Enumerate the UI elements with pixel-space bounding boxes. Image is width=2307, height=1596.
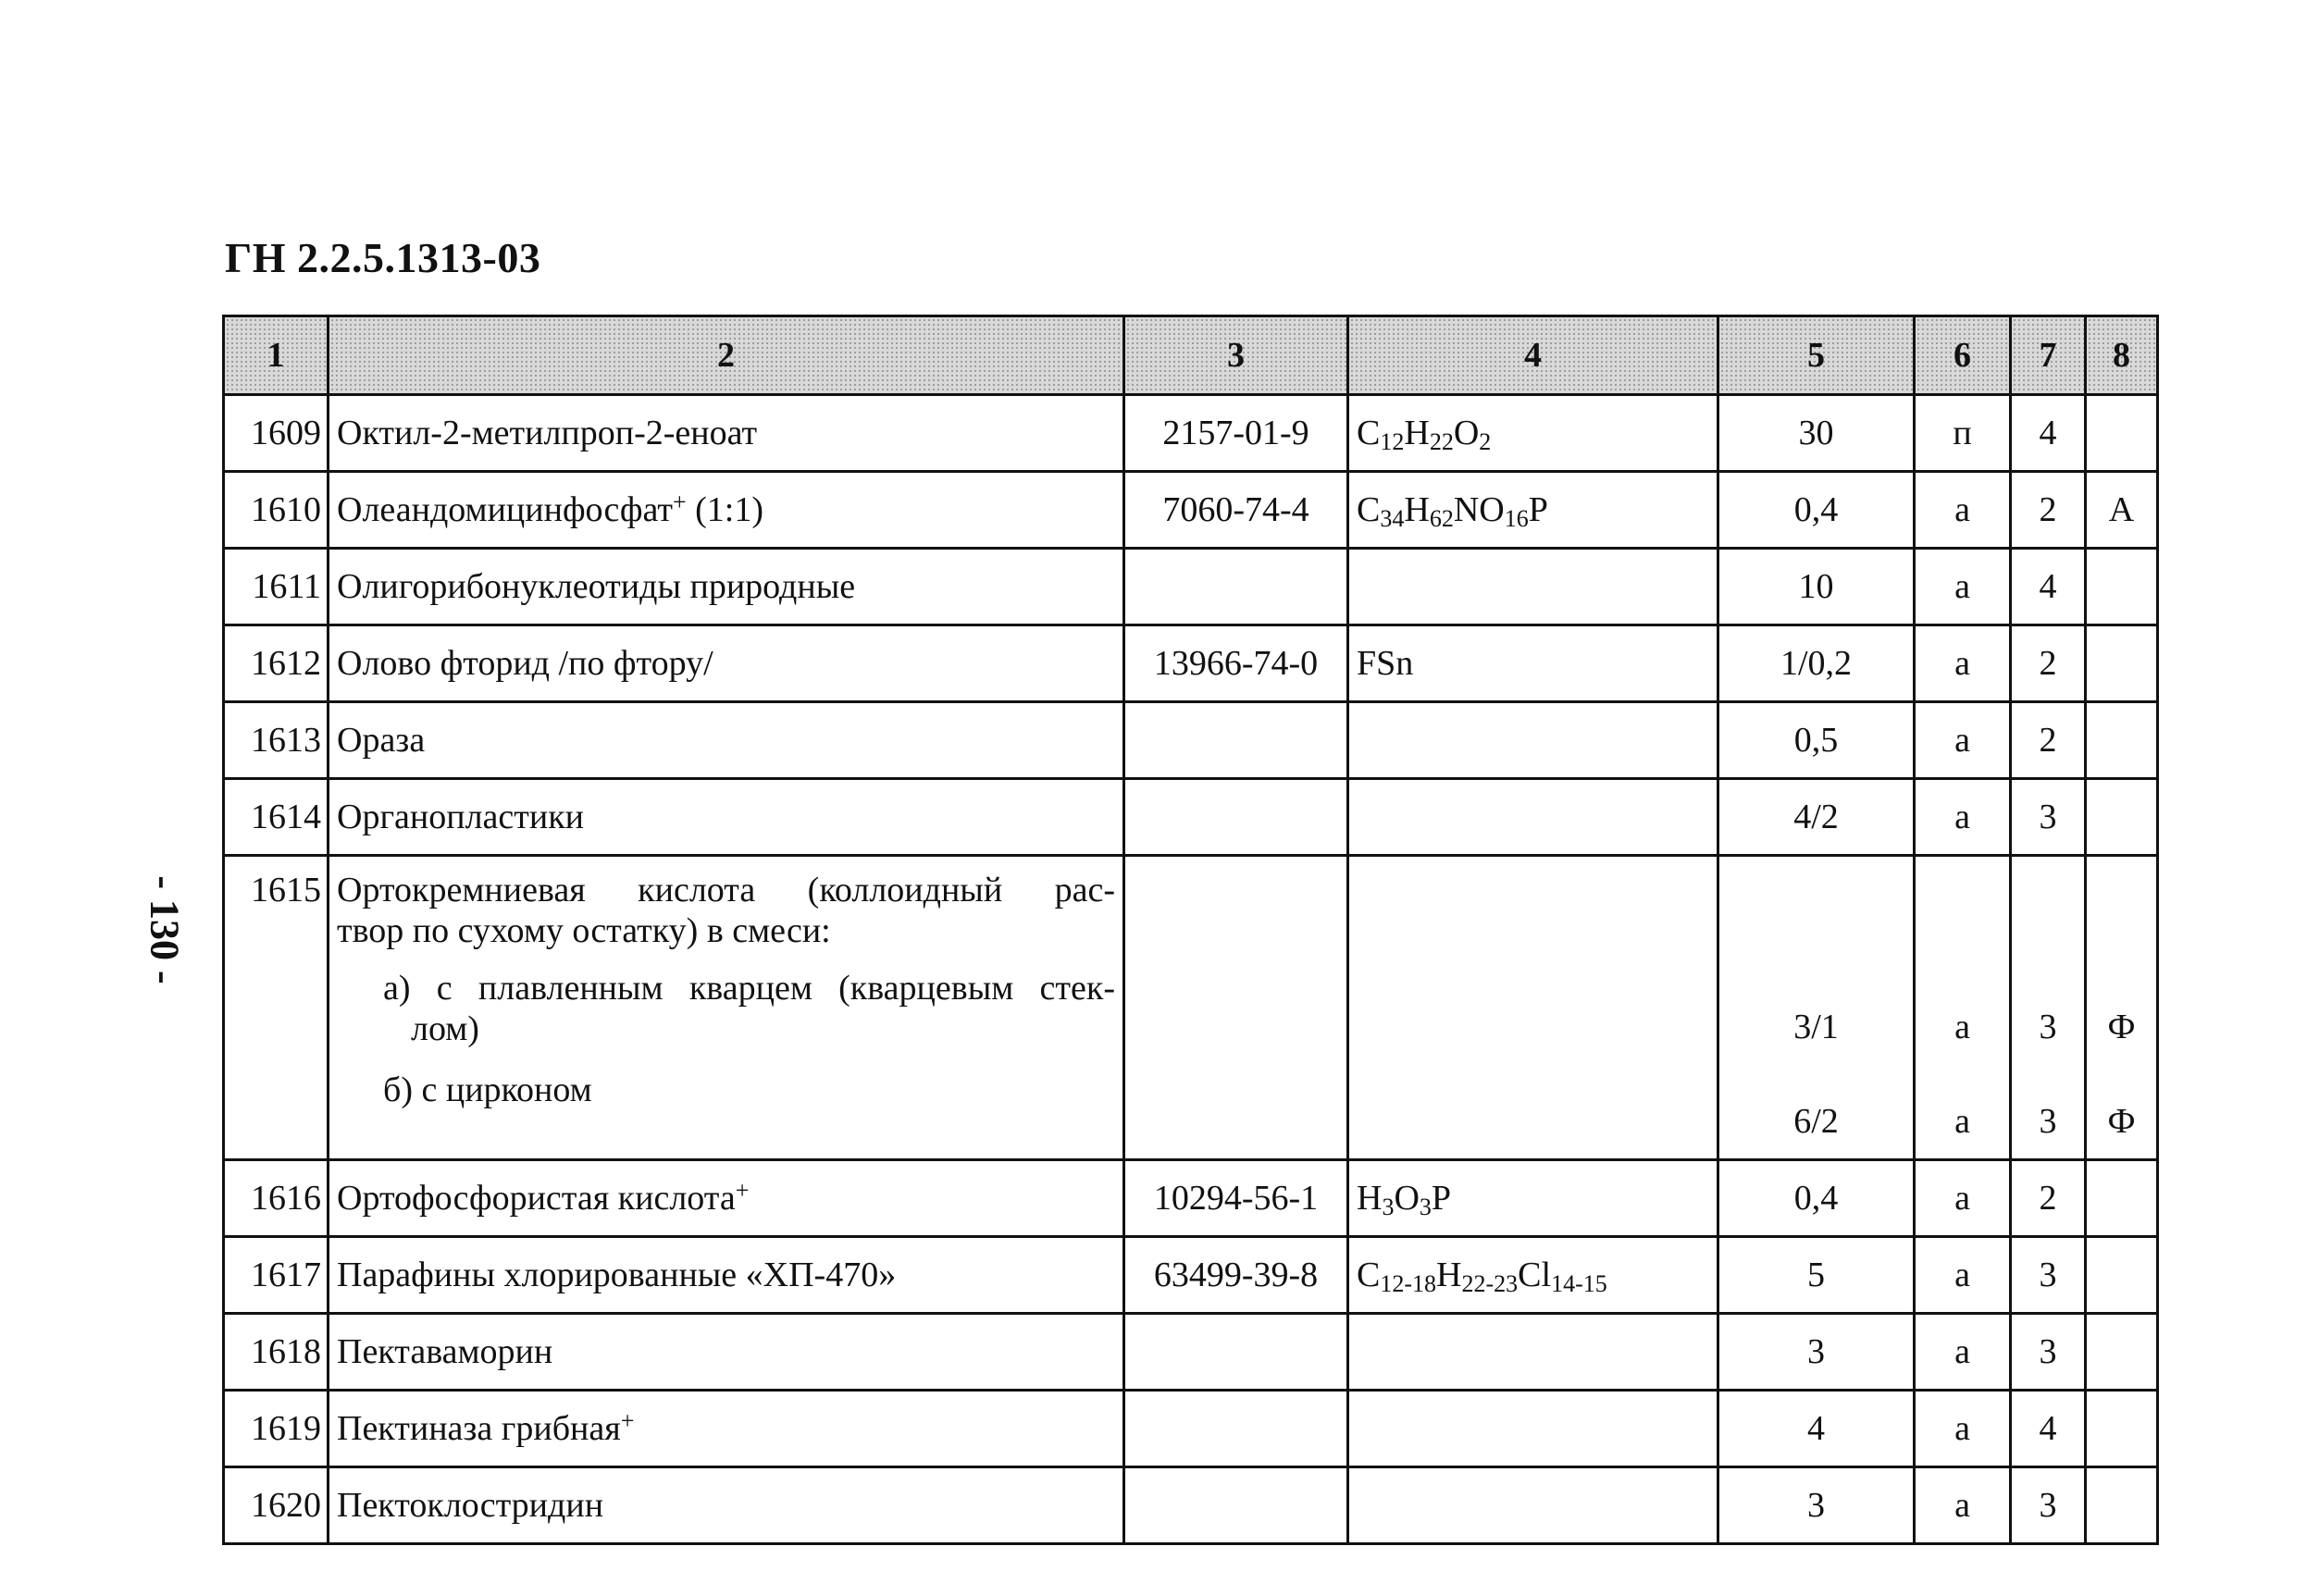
formula: $C_{12-18}H_{22-23}Cl_{14-15}$ xyxy=(1348,1237,1718,1314)
class-cell: 2 xyxy=(2011,625,2086,702)
class-cell: 2 xyxy=(2011,472,2086,549)
note-cell xyxy=(2086,779,2158,856)
state-cell: а xyxy=(1915,702,2011,779)
formula xyxy=(1348,779,1718,856)
header-col-5: 5 xyxy=(1718,316,1915,395)
value-a: 3/1 xyxy=(1793,1008,1839,1046)
value-cell: 0,4 xyxy=(1718,1160,1915,1237)
note-cell: А xyxy=(2086,472,2158,549)
formula xyxy=(1348,1391,1718,1467)
formula xyxy=(1348,856,1718,1160)
table-row xyxy=(224,779,2158,856)
state-cell: а xyxy=(1915,1160,2011,1237)
header-col-3: 3 xyxy=(1124,316,1348,395)
value-b: 6/2 xyxy=(1793,1102,1839,1141)
formula: $C_{12}H_{22}O_2$ xyxy=(1348,395,1718,472)
formula xyxy=(1348,1314,1718,1391)
class-cell: 3 xyxy=(2011,779,2086,856)
class-cell: 3 xyxy=(2011,1467,2086,1544)
formula: FSn xyxy=(1348,625,1718,702)
subitem-a-line: лом) xyxy=(411,1009,479,1048)
note-cell xyxy=(2086,549,2158,625)
value-cell: 4 xyxy=(1718,1391,1915,1467)
value-cell: 1/0,2 xyxy=(1718,625,1915,702)
class-cell: 2 xyxy=(2011,1160,2086,1237)
note-cell xyxy=(2086,702,2158,779)
substance-name: Олово фторид /по фтору/ xyxy=(329,625,1124,702)
class-cell xyxy=(2011,856,2086,1160)
row-number: 1612 xyxy=(224,625,329,702)
header-col-6: 6 xyxy=(1915,316,2011,395)
header-col-8: 8 xyxy=(2086,316,2158,395)
cas-number xyxy=(1124,1467,1348,1544)
note-cell xyxy=(2086,856,2158,1160)
cas-number: 10294-56-1 xyxy=(1124,1160,1348,1237)
state-cell: а xyxy=(1915,1314,2011,1391)
state-cell: а xyxy=(1915,1391,2011,1467)
state-b: а xyxy=(1954,1102,1970,1141)
table-row xyxy=(224,856,2158,1160)
value-cell: 4/2 xyxy=(1718,779,1915,856)
note-cell xyxy=(2086,1237,2158,1314)
value-cell: 5 xyxy=(1718,1237,1915,1314)
note-cell xyxy=(2086,1160,2158,1237)
substance-name: Олигорибонуклеотиды природные xyxy=(329,549,1124,625)
state-cell: а xyxy=(1915,1237,2011,1314)
substance-name xyxy=(329,856,1124,1160)
state-cell: а xyxy=(1915,1467,2011,1544)
class-cell: 4 xyxy=(2011,395,2086,472)
name-line: Ортокремниевая кислота (коллоидный рас- xyxy=(337,871,1115,909)
value-cell: 3 xyxy=(1718,1314,1915,1391)
class-cell: 3 xyxy=(2011,1237,2086,1314)
state-cell: а xyxy=(1915,779,2011,856)
cas-number: 13966-74-0 xyxy=(1124,625,1348,702)
row-number: 1620 xyxy=(224,1467,329,1544)
row-number: 1611 xyxy=(224,549,329,625)
table-row xyxy=(224,625,2158,702)
row-number: 1618 xyxy=(224,1314,329,1391)
substance-name: Олеандомицинфосфат+ (1:1) xyxy=(329,472,1124,549)
cas-number: 63499-39-8 xyxy=(1124,1237,1348,1314)
substance-name: Парафины хлорированные «ХП-470» xyxy=(329,1237,1124,1314)
header-row xyxy=(224,316,2158,395)
row-number: 1617 xyxy=(224,1237,329,1314)
note-cell xyxy=(2086,625,2158,702)
row-number: 1609 xyxy=(224,395,329,472)
formula: $C_{34}H_{62}NO_{16}P$ xyxy=(1348,472,1718,549)
value-cell: 30 xyxy=(1718,395,1915,472)
class-a: 3 xyxy=(2039,1008,2057,1046)
note-b: Ф xyxy=(2107,1102,2136,1141)
state-cell: п xyxy=(1915,395,2011,472)
row-number: 1615 xyxy=(224,856,329,1160)
note-cell xyxy=(2086,395,2158,472)
cas-number xyxy=(1124,1314,1348,1391)
cas-number xyxy=(1124,702,1348,779)
cas-number: 7060-74-4 xyxy=(1124,472,1348,549)
formula xyxy=(1348,1467,1718,1544)
cas-number xyxy=(1124,779,1348,856)
class-cell: 4 xyxy=(2011,549,2086,625)
class-cell: 4 xyxy=(2011,1391,2086,1467)
substance-name: Ортофосфористая кислота+ xyxy=(329,1160,1124,1237)
note-cell xyxy=(2086,1391,2158,1467)
substance-name: Октил-2-метилпроп-2-еноат xyxy=(329,395,1124,472)
table-row xyxy=(224,1391,2158,1467)
value-cell: 3 xyxy=(1718,1467,1915,1544)
formula xyxy=(1348,702,1718,779)
state-cell: а xyxy=(1915,472,2011,549)
note-cell xyxy=(2086,1467,2158,1544)
state-cell: а xyxy=(1915,549,2011,625)
value-cell: 10 xyxy=(1718,549,1915,625)
row-number: 1613 xyxy=(224,702,329,779)
cas-number xyxy=(1124,549,1348,625)
state-cell: а xyxy=(1915,625,2011,702)
cas-number xyxy=(1124,856,1348,1160)
table-row xyxy=(224,1467,2158,1544)
substance-name: Органопластики xyxy=(329,779,1124,856)
cas-number xyxy=(1124,1391,1348,1467)
row-number: 1610 xyxy=(224,472,329,549)
name-line: твор по сухому остатку) в смеси: xyxy=(337,911,831,950)
header-col-1: 1 xyxy=(224,316,329,395)
value-cell xyxy=(1718,856,1915,1160)
class-cell: 3 xyxy=(2011,1314,2086,1391)
note-a: Ф xyxy=(2107,1008,2136,1046)
row-number: 1614 xyxy=(224,779,329,856)
subitem-a-line: а) с плавленным кварцем (кварцевым стек- xyxy=(383,969,1115,1008)
hygiene-norms-table xyxy=(222,315,2159,1545)
state-cell xyxy=(1915,856,2011,1160)
value-cell: 0,4 xyxy=(1718,472,1915,549)
table-row xyxy=(224,472,2158,549)
table-row xyxy=(224,549,2158,625)
cas-number: 2157-01-9 xyxy=(1124,395,1348,472)
document-code: ГН 2.2.5.1313-03 xyxy=(225,234,541,281)
note-cell xyxy=(2086,1314,2158,1391)
row-number: 1619 xyxy=(224,1391,329,1467)
formula: $H_3O_3P$ xyxy=(1348,1160,1718,1237)
substance-name: Ораза xyxy=(329,702,1124,779)
substance-name: Пектоклостридин xyxy=(329,1467,1124,1544)
value-cell: 0,5 xyxy=(1718,702,1915,779)
table-row xyxy=(224,1237,2158,1314)
table-row xyxy=(224,1314,2158,1391)
header-col-2: 2 xyxy=(329,316,1124,395)
header-col-7: 7 xyxy=(2011,316,2086,395)
substance-name: Пектаваморин xyxy=(329,1314,1124,1391)
formula xyxy=(1348,549,1718,625)
header-col-4: 4 xyxy=(1348,316,1718,395)
class-b: 3 xyxy=(2039,1102,2057,1141)
class-cell: 2 xyxy=(2011,702,2086,779)
subitem-b: б) с цирконом xyxy=(383,1070,592,1109)
substance-name: Пектиназа грибная+ xyxy=(329,1391,1124,1467)
table-row xyxy=(224,702,2158,779)
table-row xyxy=(224,1160,2158,1237)
state-a: а xyxy=(1954,1008,1970,1046)
page-number: - 130 - xyxy=(142,875,188,984)
table-row xyxy=(224,395,2158,472)
row-number: 1616 xyxy=(224,1160,329,1237)
